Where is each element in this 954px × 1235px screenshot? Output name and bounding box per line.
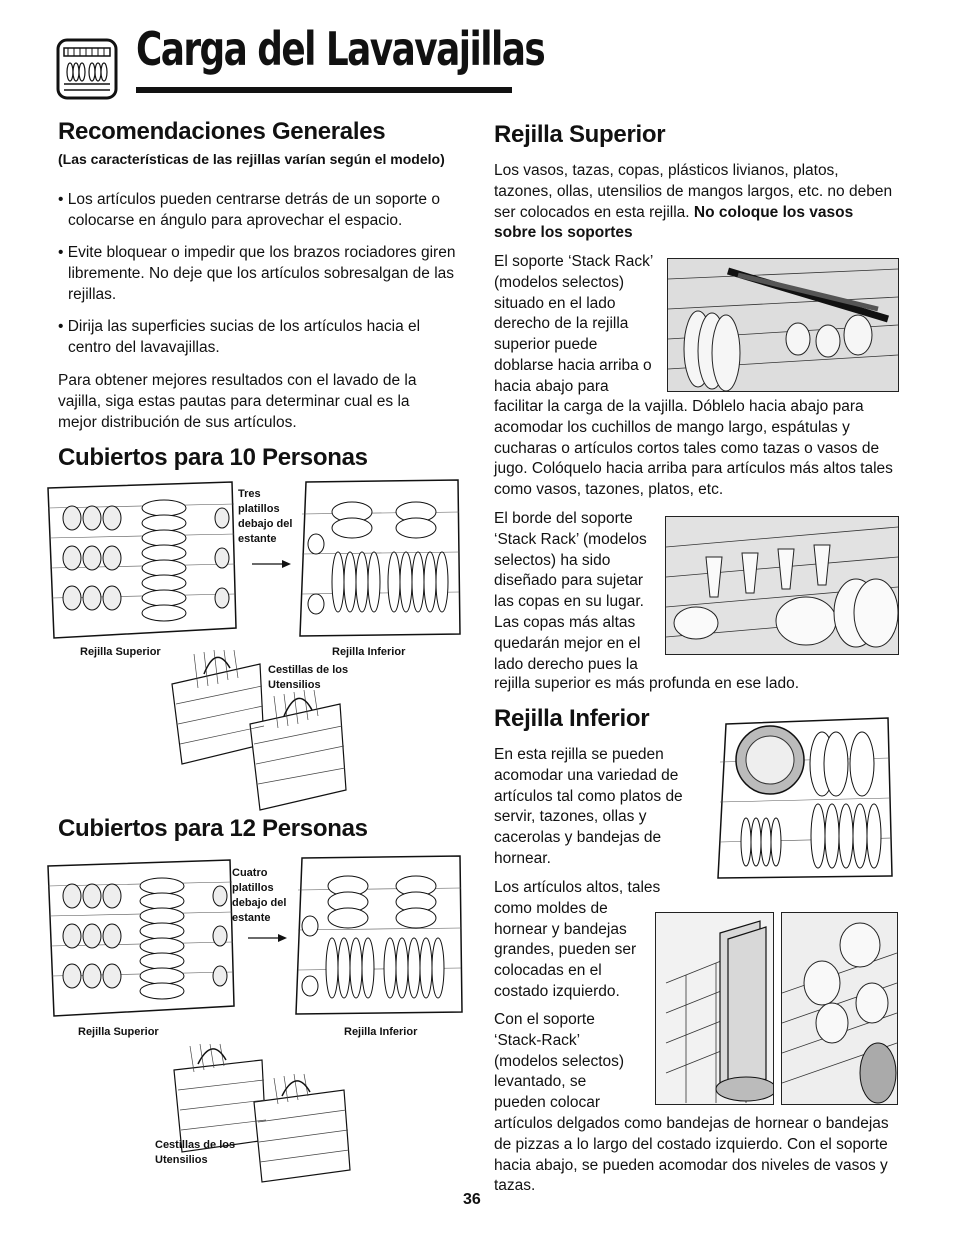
text-line: El borde del soporte xyxy=(494,510,633,527)
text-line: acomodar una variedad de xyxy=(494,766,679,784)
stacked-glasses-illustration xyxy=(781,912,898,1105)
text-line: lado derecho pues la xyxy=(494,655,638,673)
text-line: hornear y bandejas xyxy=(494,920,627,938)
text-line: En esta rejilla se pueden xyxy=(494,746,664,763)
text-line: Con el soporte xyxy=(494,1011,595,1028)
twelve-lower-label: Rejilla Inferior xyxy=(344,1026,418,1038)
bullet-3: • Dirija las superficies sucias de los artículos hacia el centro del lavavajillas. xyxy=(58,318,421,356)
ten-place-heading: Cubiertos para 10 Personas xyxy=(58,444,368,471)
stack-rack-edge-continued: rejilla superior es más profunda en ese lado. xyxy=(494,675,800,692)
lower-rack-10-illustration xyxy=(294,474,462,644)
text-line: (modelos selectos) xyxy=(494,1052,625,1070)
upper-rack-12-illustration xyxy=(44,856,238,1022)
text-line: derecho de la rejilla xyxy=(494,315,629,333)
stack-rack-edge-text xyxy=(494,509,664,675)
text-line: grandes, pueden ser xyxy=(494,941,637,959)
text-line: artículos tal como platos de xyxy=(494,787,683,805)
tall-items-text xyxy=(494,878,664,1003)
upper-rack-intro xyxy=(494,161,894,244)
ten-baskets-label: Cestillas de los Utensilios xyxy=(268,664,349,691)
text-line: las copas en su lugar. xyxy=(494,593,644,611)
bullet-1: • Los artículos pueden centrarse detrás de un soporte o colocarse en ángulo para aprovechar el espacio. xyxy=(58,191,440,229)
page-number: 36 xyxy=(463,1191,481,1208)
text-line: servir, tazones, ollas y xyxy=(494,808,647,826)
text-line: ‘Stack-Rack’ xyxy=(494,1031,581,1049)
stack-rack-lower-continued: artículos delgados como bandejas de hornear o bandejas de pizzas a lo largo del costado izquierdo. Con el soporte hacia abajo, se pueden acomodar dos niveles de vasos y tazas. xyxy=(494,1115,889,1195)
page-title: Carga del Lavavajillas xyxy=(136,22,545,76)
upper-rack-intro-text: Los vasos, tazas, copas, plásticos livianos, platos, tazones, ollas, utensilios de mangos largos, etc. no deben ser colocados en esta rejilla. xyxy=(494,162,893,221)
text-line: como moldes de xyxy=(494,899,608,917)
twelve-baskets-label: Cestillas de los Utensilios xyxy=(155,1139,236,1166)
text-line: pueden colocar xyxy=(494,1094,600,1112)
bullet-2: • Evite bloquear o impedir que los brazos rociadores giren libremente. No deje que los artículos sobresalgan de las rejillas. xyxy=(58,244,456,303)
arrow-icon xyxy=(248,930,288,940)
ten-lower-label: Rejilla Inferior xyxy=(332,646,406,658)
text-line: costado izquierdo. xyxy=(494,982,620,1000)
dishwasher-icon xyxy=(56,38,118,100)
text-line: (modelos selectos) xyxy=(494,273,625,291)
stack-rack-continued: facilitar la carga de la vajilla. Dóblelo hacia abajo para acomodar los cuchillos de mango largo, espátulas y cucharas o artículos cortos tales como tazas o vasos de jugo. Colóquelo hacia arriba para artículos más altos tales como vasos, tazones, platos, etc. xyxy=(494,398,893,499)
text-line: Las copas más altas xyxy=(494,613,636,631)
baking-pans-illustration xyxy=(655,912,774,1105)
text-line: selectos) ha sido xyxy=(494,551,611,569)
stack-rack-lower-text xyxy=(494,1010,654,1114)
stemware-illustration xyxy=(665,516,899,655)
text-line: El soporte ‘Stack Rack’ xyxy=(494,253,654,270)
twelve-note: Cuatro platillos debajo del estante xyxy=(232,867,287,924)
ten-upper-label: Rejilla Superior xyxy=(80,646,161,658)
title-rule xyxy=(136,87,512,93)
text-line: colocadas en el xyxy=(494,962,602,980)
lower-rack-12-illustration xyxy=(290,850,464,1022)
text-line: quedarán mejor en el xyxy=(494,634,641,652)
text-line: cacerolas y bandejas de xyxy=(494,829,662,847)
text-line: doblarse hacia arriba o xyxy=(494,356,652,374)
utensil-baskets-10-illustration xyxy=(164,644,354,820)
upper-rack-heading: Rejilla Superior xyxy=(494,121,666,148)
lower-rack-heading: Rejilla Inferior xyxy=(494,705,650,732)
arrow-icon xyxy=(252,556,292,566)
upper-rack-10-illustration xyxy=(44,478,240,644)
twelve-upper-label: Rejilla Superior xyxy=(78,1026,159,1038)
text-line: superior puede xyxy=(494,336,598,354)
lower-rack-illustration xyxy=(712,712,896,884)
text-line: hacia abajo para xyxy=(494,377,609,395)
general-paragraph: Para obtener mejores resultados con el lavado de la vajilla, siga estas pautas para determinar cual es la mejor distribución de sus artículos. xyxy=(58,372,417,431)
general-heading: Recomendaciones Generales xyxy=(58,118,386,145)
stack-rack-text xyxy=(494,252,674,398)
general-subheading: (Las características de las rejillas varían según el modelo) xyxy=(58,151,445,167)
twelve-place-heading: Cubiertos para 12 Personas xyxy=(58,815,368,842)
text-line: ‘Stack Rack’ (modelos xyxy=(494,530,647,548)
upper-rack-intro-bold: No coloque los vasos sobre los soportes xyxy=(494,203,854,242)
text-line: hornear. xyxy=(494,849,551,867)
text-line: Los artículos altos, tales xyxy=(494,879,661,896)
text-line: situado en el lado xyxy=(494,294,616,312)
text-line: diseñado para sujetar xyxy=(494,572,644,590)
lower-rack-intro xyxy=(494,745,714,870)
ten-note: Tres platillos debajo del estante xyxy=(238,488,293,545)
stack-rack-illustration xyxy=(667,258,899,392)
text-line: levantado, se xyxy=(494,1073,587,1091)
